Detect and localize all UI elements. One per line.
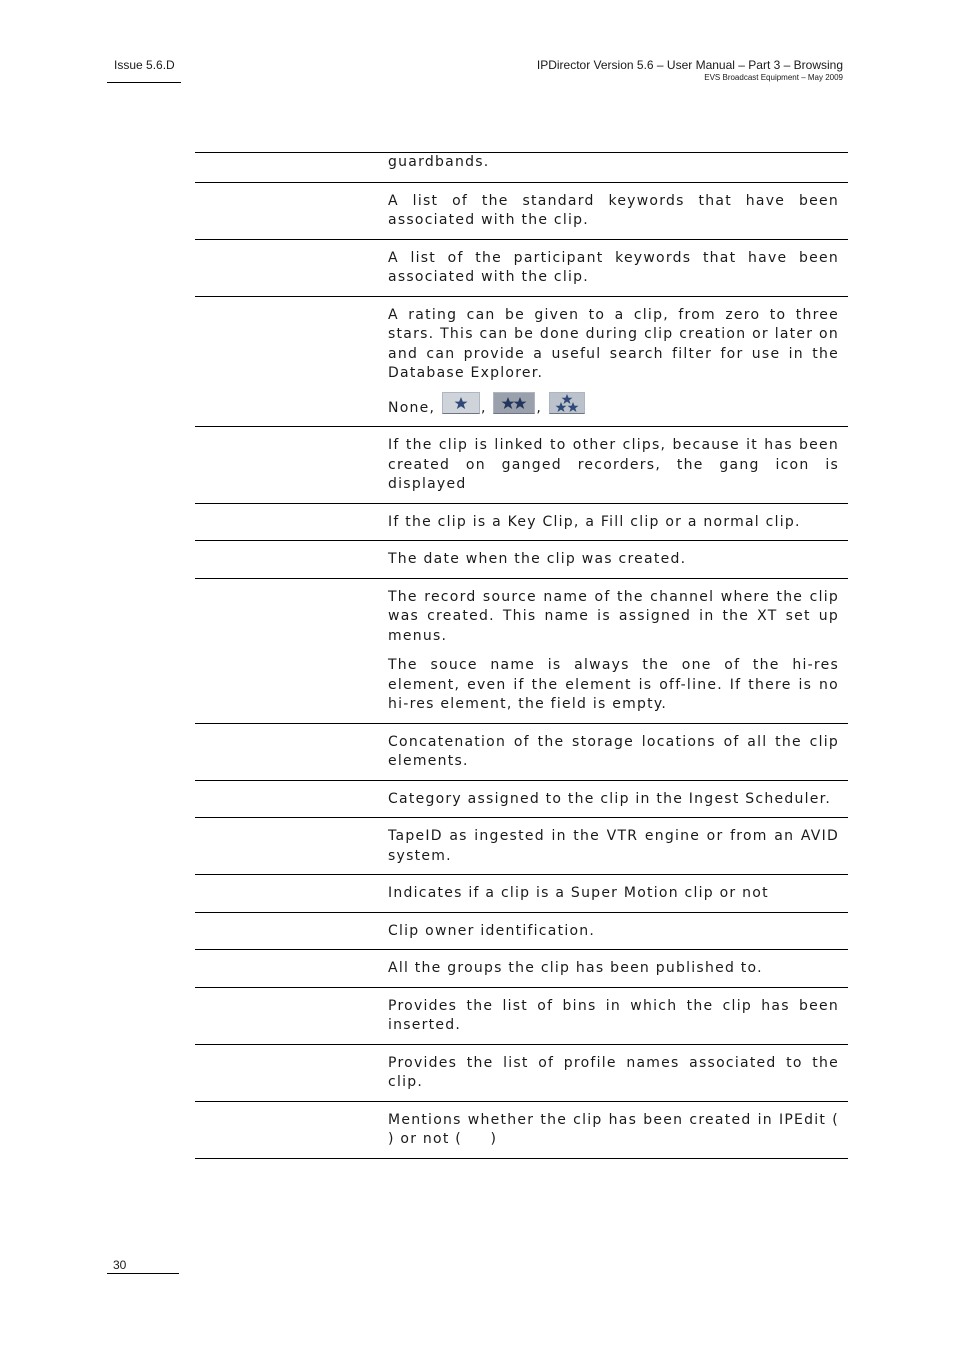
rating-options: None, , , (388, 392, 839, 419)
table-row-rating (195, 297, 848, 428)
table-row (195, 1045, 848, 1102)
clip-fields-table (195, 152, 874, 1159)
table-row (195, 950, 848, 988)
table-row (195, 724, 848, 781)
table-row (195, 153, 848, 183)
description-text: TapeID as ingested in the VTR engine or from an AVID system. (388, 828, 839, 864)
description-text: A list of the standard keywords that have been associated with the clip. (388, 192, 839, 228)
description-cell (388, 1045, 839, 1101)
table-row (195, 818, 848, 875)
one-star-icon (442, 392, 480, 414)
description-text: Provides the list of profile names associated to the clip. (388, 1054, 839, 1090)
footer-rule (107, 1273, 179, 1274)
document-header (537, 58, 843, 82)
description-cell (388, 988, 839, 1044)
description-text: Clip owner identification. (388, 922, 596, 939)
description-text: Category assigned to the clip in the Ingest Scheduler. (388, 790, 832, 807)
description-cell (388, 579, 839, 723)
table-row (195, 240, 848, 297)
description-text: All the groups the clip has been published to. (388, 960, 763, 976)
description-text: Concatenation of the storage locations of all the clip elements. (388, 733, 839, 769)
description-cell (388, 875, 839, 912)
table-row (195, 504, 848, 542)
page-number: 30 (113, 1258, 127, 1272)
table-row (195, 183, 848, 240)
description-cell (388, 153, 839, 182)
description-text: Mentions whether the clip has been created in IPEdit ( ) or not ( ) (388, 1111, 874, 1147)
issue-label: Issue 5.6.D (114, 58, 175, 72)
description-text: A list of the participant keywords that have been associated with the clip. (388, 249, 839, 285)
description-text: The souce name is always the one of the hi-res element, even if the element is off-line. If there is no hi-res element, the field is empty. (388, 657, 839, 712)
description-text: If the clip is linked to other clips, because it has been created on ganged recorders, the gang icon is displayed (388, 437, 839, 492)
description-text: The date when the clip was created. (388, 551, 687, 567)
description-cell (388, 818, 839, 874)
description-cell (388, 950, 839, 987)
table-row (195, 913, 848, 951)
table-row (195, 988, 848, 1045)
description-text: guardbands. (388, 154, 490, 170)
table-row (195, 1102, 874, 1159)
description-cell (388, 781, 839, 818)
table-row (195, 781, 848, 819)
document-title: IPDirector Version 5.6 – User Manual – Part 3 – Browsing (536, 58, 843, 72)
description-cell (388, 240, 839, 296)
description-text: Provides the list of bins in which the clip has been inserted. (388, 997, 839, 1033)
two-stars-icon (493, 392, 535, 414)
table-row (195, 541, 848, 579)
document-subtitle: EVS Broadcast Equipment – May 2009 (704, 73, 843, 82)
table-row (195, 579, 848, 724)
description-cell (388, 297, 839, 427)
rating-none-label: None, (388, 399, 436, 416)
description-cell (388, 913, 839, 950)
header-left-rule (107, 82, 181, 83)
description-text: If the clip is a Key Clip, a Fill clip or a normal clip. (388, 513, 801, 530)
description-text: The record source name of the channel where the clip was created. This name is assigned in the XT set up menus. (388, 588, 839, 644)
description-text: Indicates if a clip is a Super Motion clip or not (388, 885, 769, 901)
description-cell (388, 183, 839, 239)
description-text: A rating can be given to a clip, from zero to three stars. This can be done during clip creation or later on and can provide a useful search filter for use in the Database Explorer. (388, 306, 839, 381)
table-row (195, 427, 848, 504)
table-row (195, 875, 848, 913)
three-stars-icon (549, 392, 585, 414)
description-cell (388, 504, 839, 541)
description-cell (388, 427, 839, 503)
description-cell (388, 541, 839, 578)
description-cell (388, 724, 839, 780)
description-cell (388, 1102, 874, 1158)
